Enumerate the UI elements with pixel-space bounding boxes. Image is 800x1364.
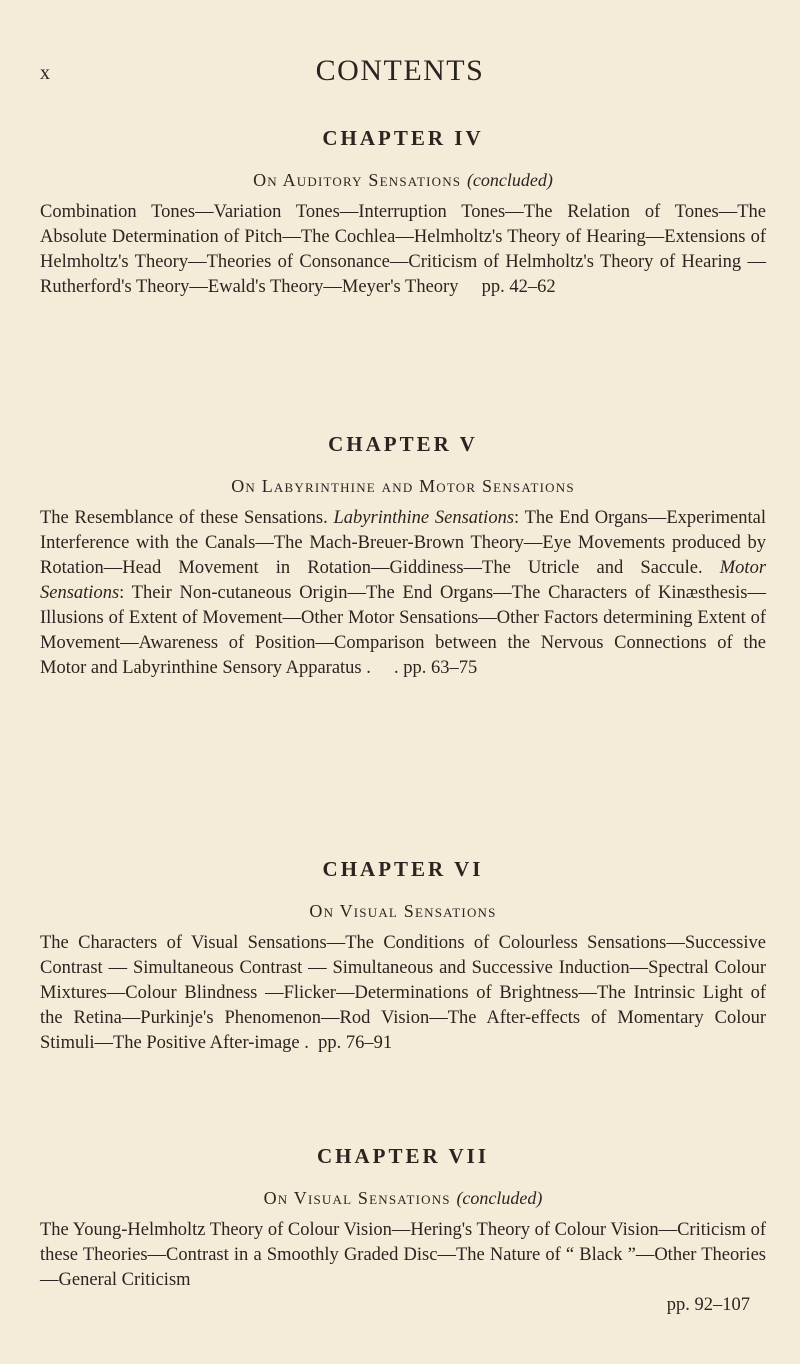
summary-text-2: : The End Organs—Experimental Interference with the Canals—The Mach-Breuer-Brown Theory—Eye Movements produced by Rotation—Head Movement in Rotation—Giddiness—The Utricle and Saccule. xyxy=(40,508,767,578)
chapter-heading: CHAPTER VII xyxy=(316,1144,490,1168)
summary-text: The Characters of Visual Sensations—The Conditions of Colourless Sensations—Successive Contrast — Simultaneous Contrast — Simultaneous and Successive Induction—Spectral Colour Mixtures—Colour Blindness —Flicker—Determinations of Brightness—The Intrinsic Light of the Retina—Purkinje's Phenomenon—Rod Vision—The After-effects of Momentary Colour Stimuli—The Positive After-image . xyxy=(40,933,766,1053)
subtitle-note: (concluded) xyxy=(466,170,553,190)
page-title: CONTENTS xyxy=(315,54,485,87)
chapter-iv-entry xyxy=(40,124,766,300)
chapter-summary xyxy=(40,200,766,300)
chapter-subtitle xyxy=(40,168,766,192)
chapter-subtitle xyxy=(40,1186,766,1210)
summary-italic-1: Labyrinthine Sensations xyxy=(333,508,515,528)
summary-text-1: The Resemblance of these Sensations. xyxy=(40,508,328,528)
chapter-summary xyxy=(40,931,766,1056)
page-range: pp. 92–107 xyxy=(666,1295,750,1315)
page-range: . pp. 63–75 xyxy=(394,658,478,678)
summary-text: The Young-Helmholtz Theory of Colour Vision—Hering's Theory of Colour Vision—Criticism of these Theories—Contrast in a Smoothly Graded Disc—The Nature of “ Black ”—Other Theories—General Criticism xyxy=(40,1220,766,1290)
subtitle-text: On Auditory Sensations xyxy=(253,170,462,190)
chapter-summary xyxy=(40,1218,766,1318)
page-range: pp. 76–91 xyxy=(318,1033,393,1053)
chapter-vi-entry xyxy=(40,855,766,1056)
subtitle-text: On Labyrinthine and Motor Sensations xyxy=(231,476,575,496)
subtitle-note: (concluded) xyxy=(456,1188,543,1208)
chapter-v-entry xyxy=(40,430,766,681)
summary-text: Combination Tones—Variation Tones—Interruption Tones—The Relation of Tones—The Absolute Determination of Pitch—The Cochlea—Helmholtz's Theory of Hearing—Extensions of Helmholtz's Theory—Theories of Consonance—Criticism of Helmholtz's Theory of Hearing —Rutherford's Theory—Ewald's Theory—Meyer's Theory xyxy=(40,202,766,297)
chapter-subtitle xyxy=(40,899,766,923)
page-number: x xyxy=(40,62,51,84)
chapter-summary xyxy=(40,506,766,681)
subtitle-text: On Visual Sensations xyxy=(263,1188,451,1208)
summary-italic-2: Motor Sensations xyxy=(40,558,767,603)
summary-text-3: : Their Non-cutaneous Origin—The End Organs—The Characters of Kinæsthesis—Illusions of Extent of Movement—Other Motor Sensations—Other Factors determining Extent of Movement—Awareness of Position—Comparison between the Nervous Connections of the Motor and Labyrinthine Sensory Apparatus . xyxy=(40,583,766,678)
page-range: pp. 42–62 xyxy=(481,277,556,297)
running-head xyxy=(0,54,800,94)
chapter-vii-entry xyxy=(40,1142,766,1318)
subtitle-text: On Visual Sensations xyxy=(309,901,497,921)
chapter-heading: CHAPTER IV xyxy=(322,126,484,150)
chapter-heading: CHAPTER V xyxy=(328,432,478,456)
chapter-subtitle xyxy=(40,474,766,498)
chapter-heading: CHAPTER VI xyxy=(322,857,484,881)
